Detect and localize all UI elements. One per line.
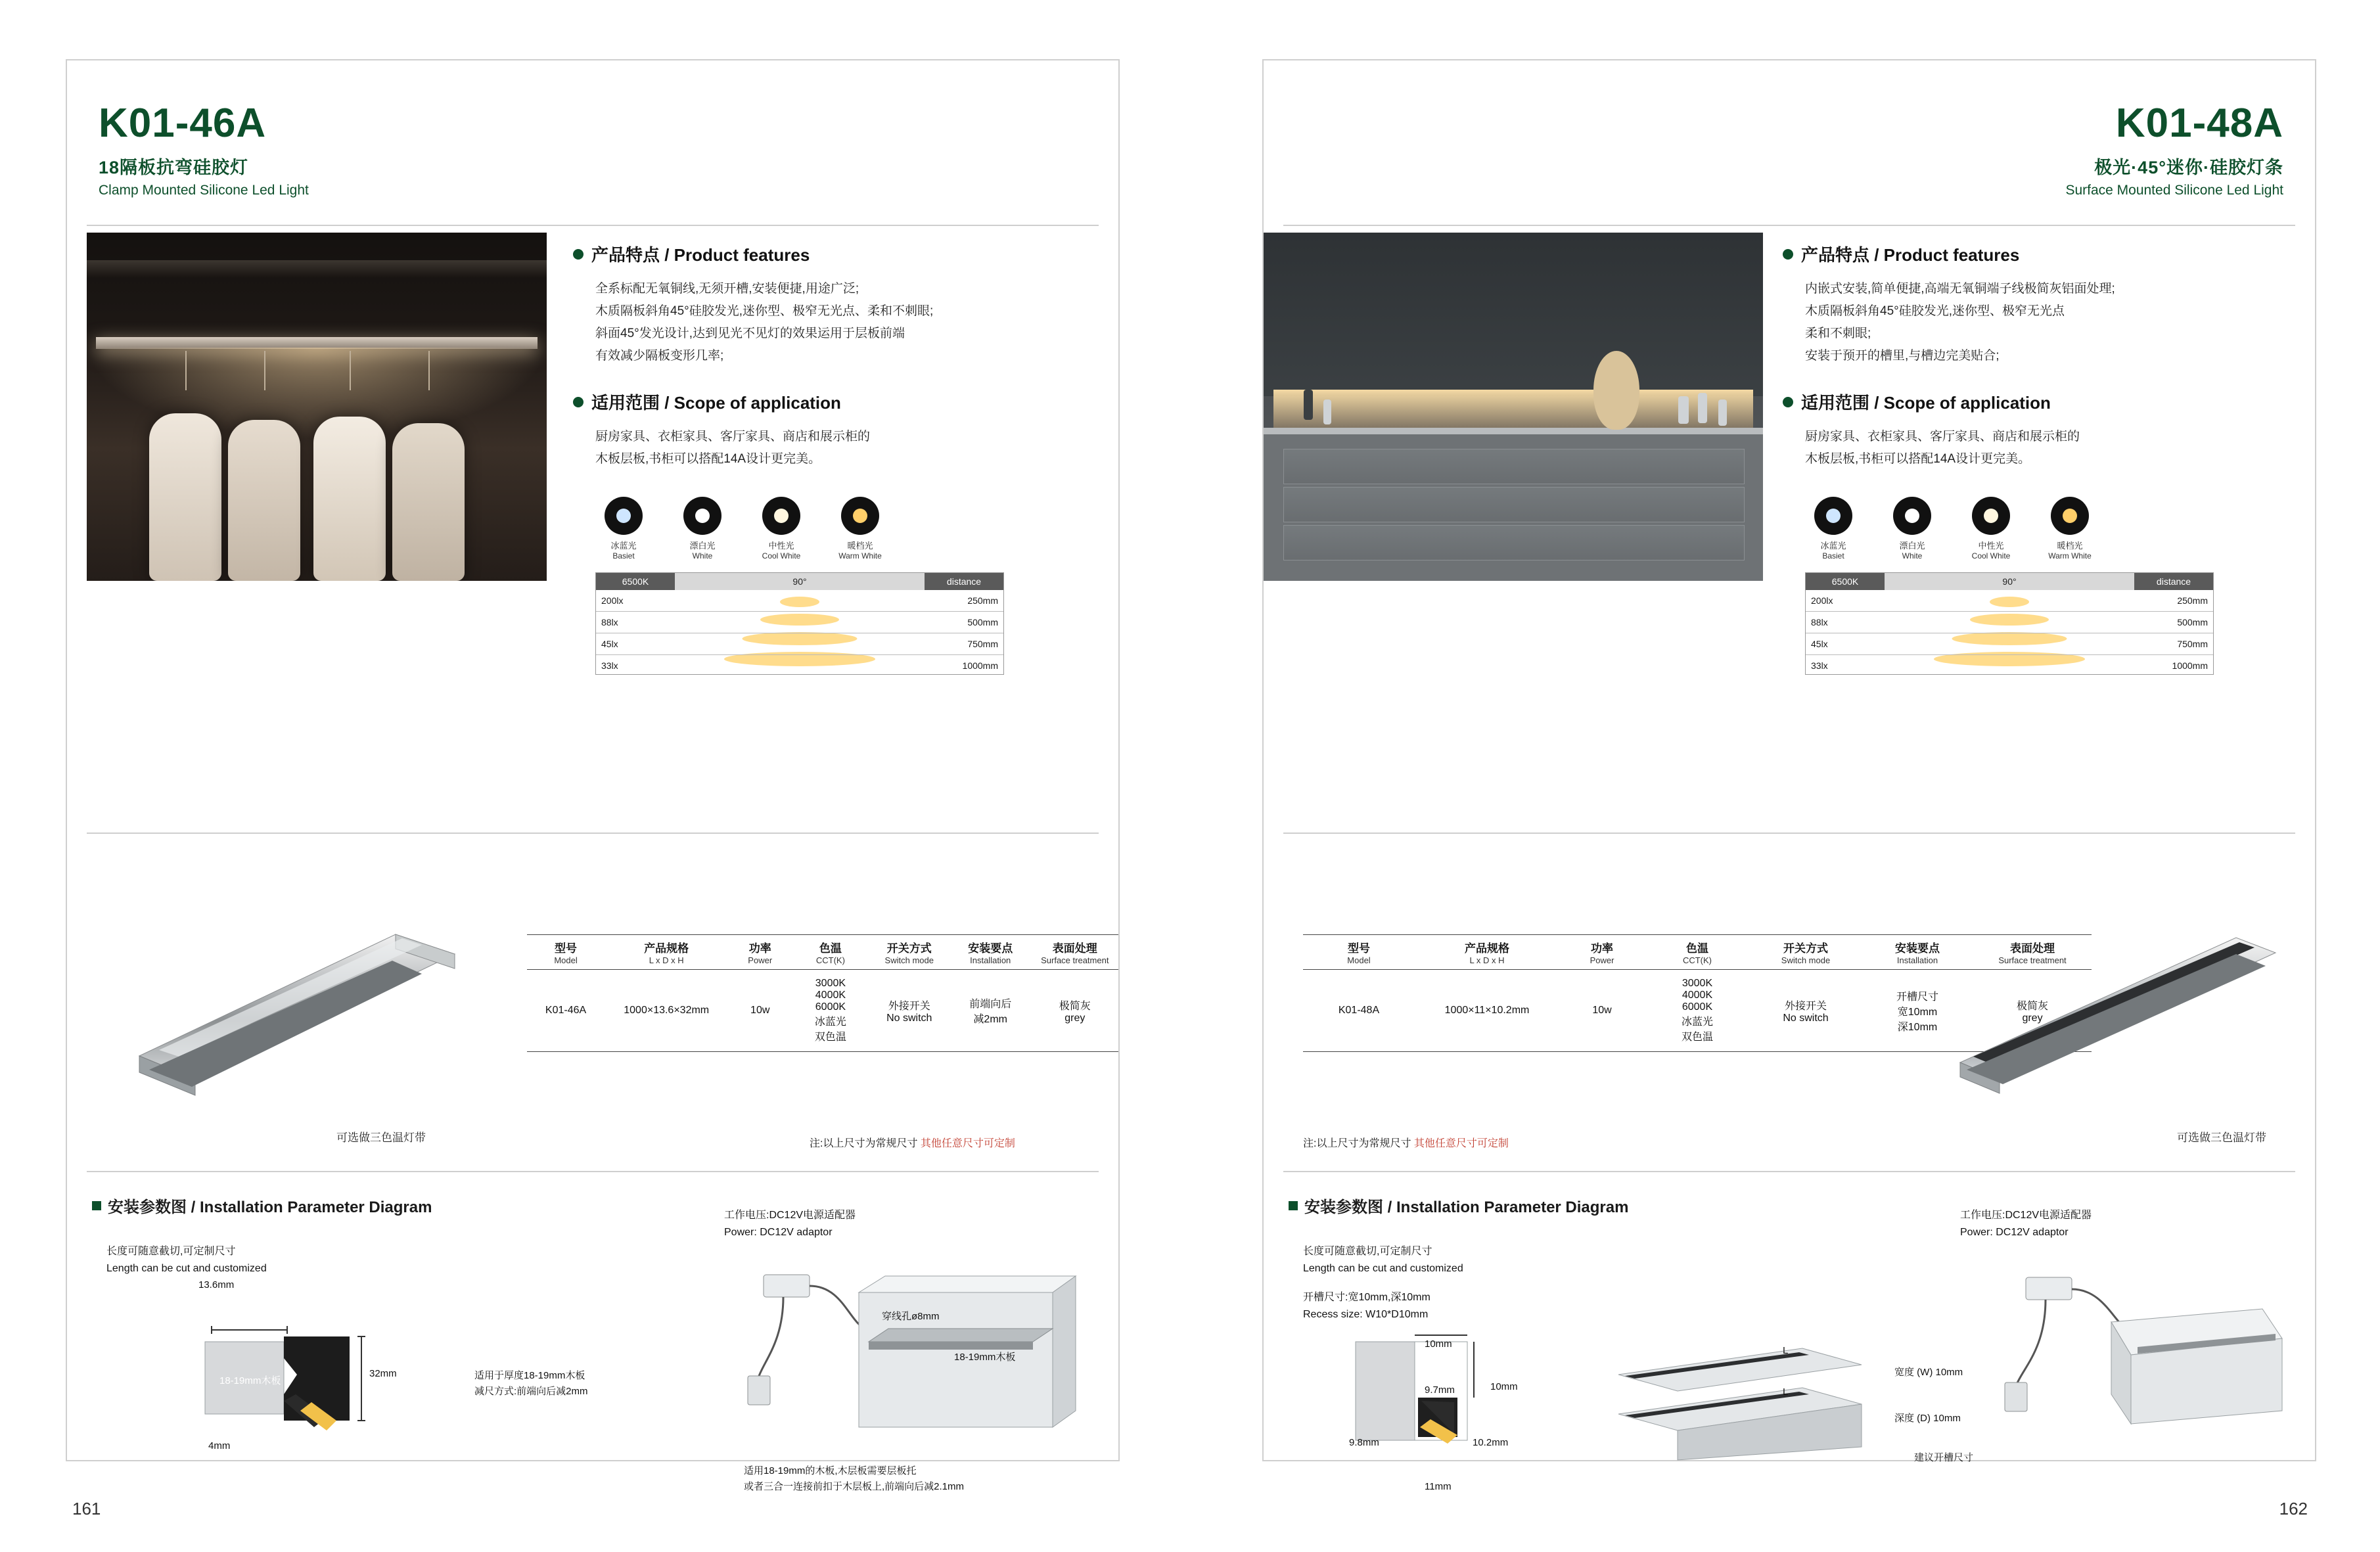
installation-heading: 安装参数图 / Installation Parameter Diagram (92, 1194, 432, 1217)
product-title-en: Surface Mounted Silicone Led Light (2065, 183, 2283, 198)
bottom-note: 适用18-19mm的木板,木层板需要层板托 或者三合一连接前扣于木层板上,前端向后减2.1mm (744, 1465, 965, 1492)
cct-option-white: 漂白光 White (674, 497, 731, 560)
profile-perspective-diagram (1605, 1329, 1881, 1473)
col-model: 型号 Model (527, 935, 605, 970)
col-switch: 开关方式 Switch mode (1750, 935, 1862, 970)
bulb-icon (683, 497, 721, 535)
cell-install: 开槽尺寸 宽10mm 深10mm (1896, 991, 1938, 1033)
col-cct: 色温 CCT(K) (1645, 935, 1750, 970)
page-right-frame (1262, 59, 2316, 1492)
product-profile-image (113, 915, 481, 1112)
table-row: K01-46A 1000×13.6×32mm 10w 3000K 4000K 6000K 冰蓝光 双色温 外接开关 No switch 前端向后 减2mm 极简灰 grey (527, 970, 1118, 1052)
scope-text: 厨房家具、衣柜家具、客厅家具、商店和展示柜的 木板层板,书柜可以搭配14A设计更完美。 (1805, 430, 2080, 466)
recess-cross-section (1342, 1329, 1553, 1493)
spec-note: 注:以上尺寸为常规尺寸 其他任意尺寸可定制 (1303, 1138, 1509, 1149)
bullet-dot-icon (1783, 397, 1793, 407)
spec-note: 注:以上尺寸为常规尺寸 其他任意尺寸可定制 (810, 1138, 1015, 1149)
scope-heading: 适用范围 / Scope of application (1783, 390, 2272, 414)
dim-width: 13.6mm (198, 1279, 235, 1290)
label-width: 宽度 (W) 10mm (1894, 1367, 1963, 1378)
cell-switch: 外接开关 No switch (886, 1000, 932, 1024)
product-profile-image (1940, 915, 2295, 1112)
right-header (1264, 60, 2315, 230)
col-surface: 表面处理 Surface treatment (1032, 935, 1118, 970)
bulb-icon (1972, 497, 2010, 535)
hero-image-kitchen (1264, 233, 1763, 581)
beam-distance-chart: 6500K 90° distance 200lx 250mm 88lx 500mm 45lx 750mm 33lx 1000mm (595, 572, 1004, 675)
label-depth: 深度 (D) 10mm (1894, 1413, 1961, 1424)
product-image-caption: 可选做三色温灯带 (2177, 1131, 2266, 1144)
bullet-dot-icon (573, 249, 584, 260)
mark-l-2: L (1783, 1386, 1789, 1398)
page-left-frame (66, 59, 1120, 1492)
section-divider-2 (87, 1171, 1099, 1172)
scope-text: 厨房家具、衣柜家具、客厅家具、商店和展示柜的 木板层板,书柜可以搭配14A设计更完美。 (595, 430, 871, 466)
dim-inner: 9.7mm (1425, 1384, 1455, 1396)
page-number-right: 162 (2279, 1499, 2308, 1518)
length-note: 长度可随意截切,可定制尺寸 Length can be cut and customized (1303, 1246, 1463, 1274)
col-model: 型号 Model (1303, 935, 1415, 970)
page-title: K01-46A (99, 101, 267, 146)
installation-heading: 安装参数图 / Installation Parameter Diagram (1289, 1194, 1628, 1217)
cell-cct: 3000K 4000K 6000K 冰蓝光 双色温 (814, 978, 846, 1043)
cell-surface: 极简灰 grey (2016, 1000, 2048, 1024)
board-label: 18-19mm木板 (954, 1352, 1016, 1363)
dim-top: 10mm (1425, 1338, 1452, 1350)
cabinet-3d-diagram (2000, 1269, 2302, 1467)
dim-bottom: 11mm (1425, 1481, 1452, 1492)
beam-row: 200lx 250mm (1811, 595, 2208, 606)
dim-left: 9.8mm (1349, 1437, 1379, 1448)
cct-option-basiet: 冰蓝光 Basiet (595, 497, 652, 560)
bulb-icon (841, 497, 879, 535)
cct-icon-row (573, 497, 1063, 560)
beam-row: 45lx 750mm (596, 633, 1003, 654)
dim-bottom: 4mm (208, 1440, 231, 1451)
header-divider (87, 225, 1099, 226)
col-install: 安装要点 Installation (1862, 935, 1973, 970)
col-size: 产品规格 L x D x H (1415, 935, 1559, 970)
wire-hole-label: 穿线孔ø8mm (882, 1311, 940, 1322)
square-bullet-icon (92, 1201, 101, 1210)
beam-row: 33lx 1000mm (596, 654, 1003, 676)
col-power: 功率 Power (1559, 935, 1645, 970)
spec-table (527, 934, 1118, 1052)
beam-row: 88lx 500mm (596, 611, 1003, 633)
cct-option-coolwhite: 中性光 Cool White (1963, 497, 2019, 560)
dim-right2: 10.2mm (1473, 1437, 1509, 1448)
cct-option-coolwhite: 中性光 Cool White (753, 497, 810, 560)
cell-surface: 极简灰 grey (1059, 1000, 1091, 1024)
features-heading: 产品特点 / Product features (1783, 242, 2272, 266)
product-title-cn: 18隔板抗弯硅胶灯 (99, 158, 249, 177)
table-row: K01-48A 1000×11×10.2mm 10w 3000K 4000K 6000K 冰蓝光 双色温 外接开关 No switch 开槽尺寸 宽10mm 深10mm 极简灰 grey (1303, 970, 2092, 1052)
cell-install: 前端向后 减2mm (969, 999, 1012, 1025)
section-divider-2 (1283, 1171, 2295, 1172)
scope-heading: 适用范围 / Scope of application (573, 390, 1063, 414)
beam-row: 88lx 500mm (1806, 611, 2213, 633)
cell-cct: 3000K 4000K 6000K 冰蓝光 双色温 (1681, 978, 1713, 1043)
col-switch: 开关方式 Switch mode (869, 935, 950, 970)
side-note: 适用于厚度18-19mm木板 减尺方式:前端向后减2mm (474, 1370, 588, 1397)
left-features-block (573, 242, 1063, 675)
length-note: 长度可随意截切,可定制尺寸 Length can be cut and customized (106, 1246, 267, 1274)
col-install: 安装要点 Installation (950, 935, 1032, 970)
col-size: 产品规格 L x D x H (605, 935, 728, 970)
dim-board: 18-19mm木板 (219, 1375, 281, 1386)
beam-row: 33lx 1000mm (1806, 654, 2213, 676)
cabinet-3d-diagram (744, 1263, 1086, 1460)
bulb-icon (1814, 497, 1852, 535)
bullet-dot-icon (1783, 249, 1793, 260)
power-note: 工作电压:DC12V电源适配器 Power: DC12V adaptor (724, 1210, 856, 1238)
page-title: K01-48A (2115, 101, 2283, 146)
dim-height: 32mm (369, 1368, 397, 1379)
cct-icon-row (1783, 497, 2272, 560)
beam-distance-chart: 6500K 90° distance 200lx 250mm 88lx 500mm 45lx 750mm 33lx 1000mm (1805, 572, 2214, 675)
col-cct: 色温 CCT(K) (792, 935, 869, 970)
bullet-dot-icon (573, 397, 584, 407)
features-text: 内嵌式安装,简单便捷,高端无氧铜端子线极简灰铝面处理; 木质隔板斜角45°硅胶发光,迷你型、极窄无光点 柔和不刺眼; 安装于预开的槽里,与槽边完美贴合; (1805, 282, 2115, 363)
product-title-en: Clamp Mounted Silicone Led Light (99, 183, 309, 198)
col-power: 功率 Power (728, 935, 792, 970)
cross-section-diagram (185, 1296, 461, 1480)
square-bullet-icon (1289, 1201, 1298, 1210)
right-features-block (1783, 242, 2272, 675)
bulb-icon (1893, 497, 1931, 535)
label-suggest: 建议开槽尺寸 (1914, 1452, 1974, 1463)
bulb-icon (762, 497, 800, 535)
recess-note: 开槽尺寸:宽10mm,深10mm Recess size: W10*D10mm (1303, 1292, 1430, 1320)
power-note: 工作电压:DC12V电源适配器 Power: DC12V adaptor (1960, 1210, 2092, 1238)
features-heading: 产品特点 / Product features (573, 242, 1063, 266)
hero-image-closet (87, 233, 547, 581)
section-divider (1283, 833, 2295, 834)
product-image-caption: 可选做三色温灯带 (336, 1131, 426, 1144)
cct-option-basiet: 冰蓝光 Basiet (1805, 497, 1862, 560)
cell-switch: 外接开关 No switch (1783, 1000, 1829, 1024)
page-number-left: 161 (72, 1499, 101, 1518)
beam-row: 45lx 750mm (1806, 633, 2213, 654)
bulb-icon (2051, 497, 2089, 535)
page-right (1190, 0, 2380, 1552)
features-text: 全系标配无氧铜线,无须开槽,安装便捷,用途广泛; 木质隔板斜角45°硅胶发光,迷你型、极窄无光点、柔和不刺眼; 斜面45°发光设计,达到见光不见灯的效果运用于层板前端 有效减少隔板变形几率; (595, 282, 934, 363)
dim-right: 10mm (1490, 1381, 1518, 1392)
left-header (67, 60, 1118, 230)
beam-row: 200lx 250mm (601, 595, 998, 606)
cct-option-white: 漂白光 White (1884, 497, 1940, 560)
bulb-icon (605, 497, 643, 535)
section-divider (87, 833, 1099, 834)
col-surface: 表面处理 Surface treatment (1973, 935, 2092, 970)
cct-option-warmwhite: 暖档光 Warm White (832, 497, 888, 560)
header-divider (1283, 225, 2295, 226)
mark-l-1: L (1783, 1345, 1789, 1356)
product-title-cn: 极光·45°迷你·硅胶灯条 (2094, 158, 2283, 177)
cct-option-warmwhite: 暖档光 Warm White (2042, 497, 2098, 560)
